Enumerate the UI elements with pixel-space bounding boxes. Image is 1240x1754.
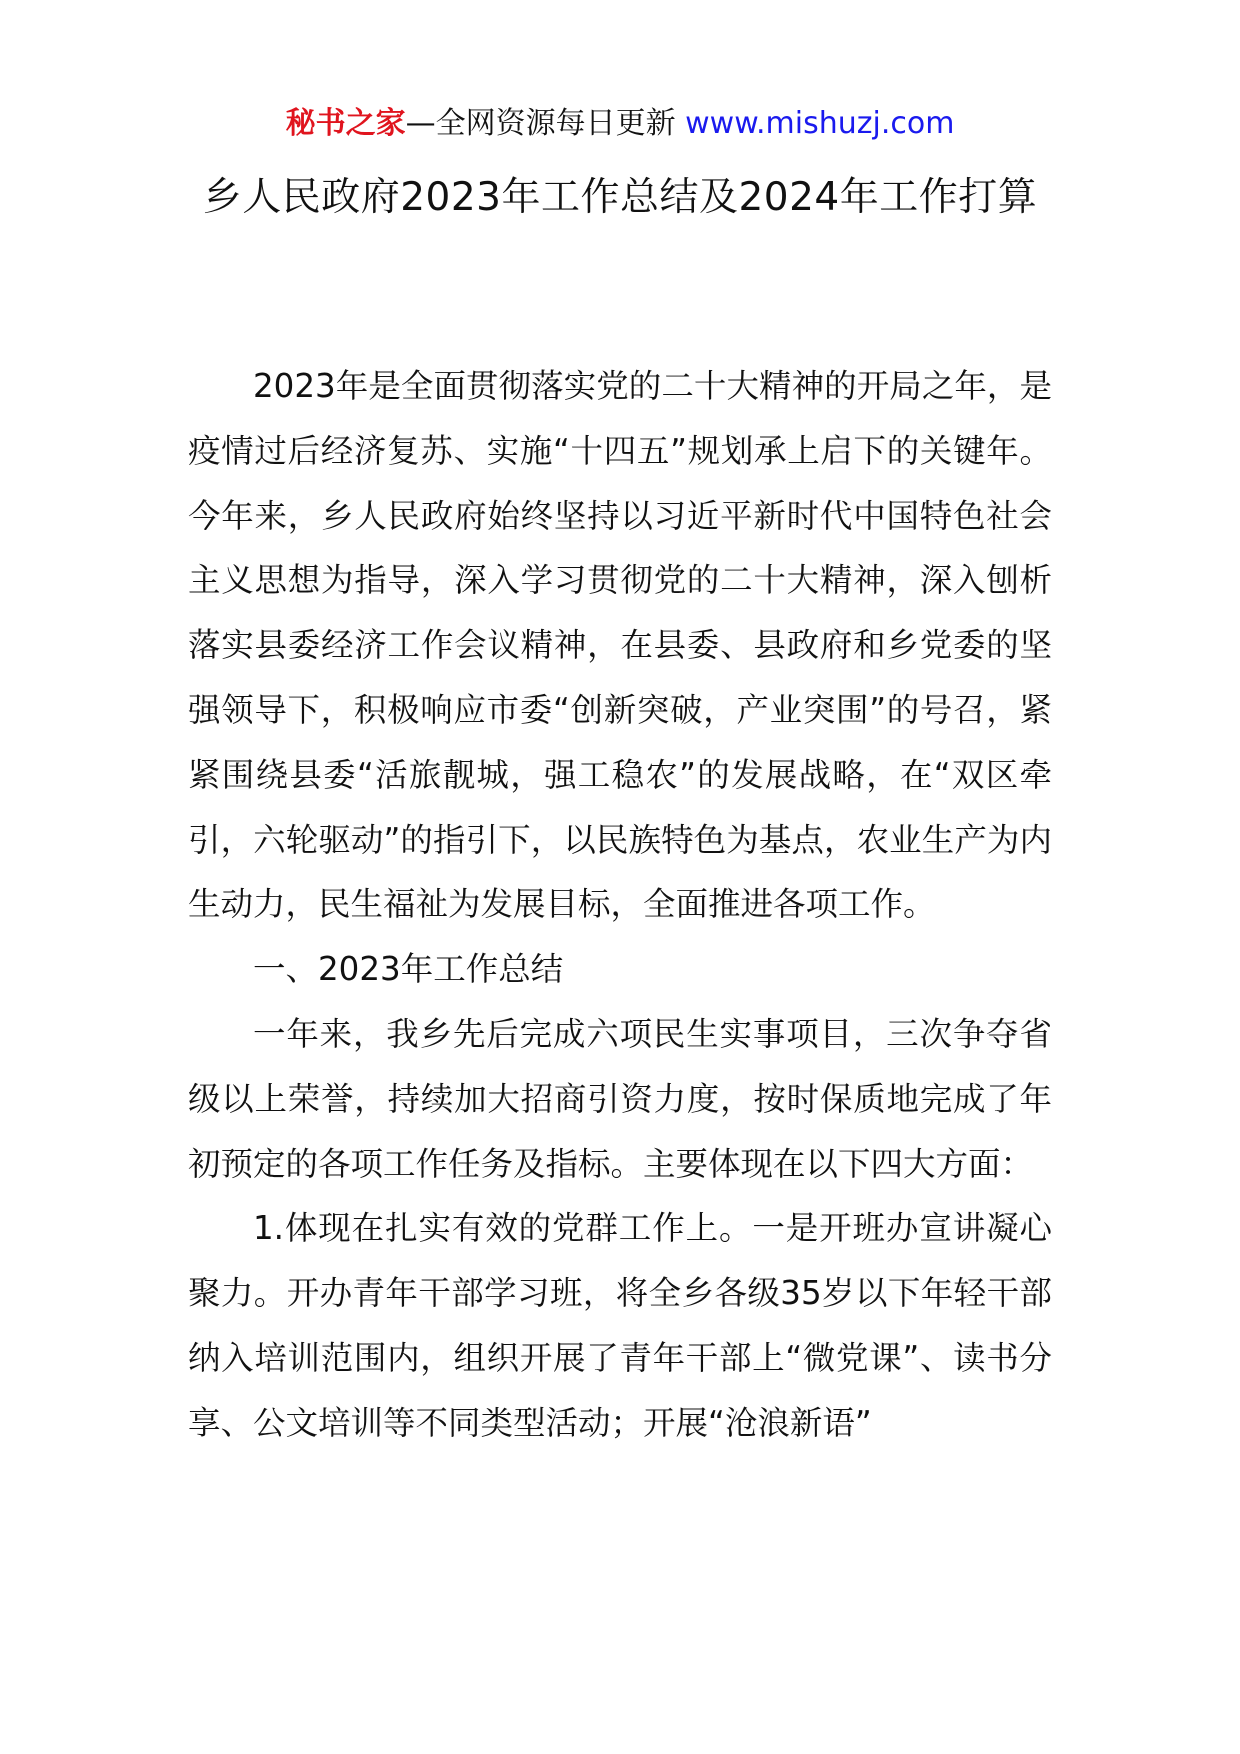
site-slogan: —全网资源每日更新 (405, 106, 676, 141)
site-header (0, 100, 1240, 148)
document-title: 乡人民政府2023年工作总结及2024年工作打算 (202, 175, 1038, 220)
paragraph-summary: 一年来，我乡先后完成六项民生实事项目，三次争夺省级以上荣誉，持续加大招商引资力度，按时保质地完成了年初预定的各项工作任务及指标。主要体现在以下四大方面： (188, 1014, 1052, 1183)
paragraph-intro: 2023年是全面贯彻落实党的二十大精神的开局之年，是疫情过后经济复苏、实施“十四五”规划承上启下的关键年。今年来，乡人民政府始终坚持以习近平新时代中国特色社会主义思想为指导，深入学习贯彻党的二十大精神，深入刨析落实县委经济工作会议精神，在县委、县政府和乡党委的坚强领导下，积极响应市委“创新突破，产业突围”的号召，紧紧围绕县委“活旅靓城，强工稳农”的发展战略，在“双区牵引，六轮驱动”的指引下，以民族特色为基点，农业生产为内生动力，民生福祉为发展目标，全面推进各项工作。 (188, 367, 1052, 924)
paragraph-item-1: 1.体现在扎实有效的党群工作上。一是开班办宣讲凝心聚力。开办青年干部学习班，将全乡各级35岁以下年轻干部纳入培训范围内，组织开展了青年干部上“微党课”、读书分享、公文培训等不同类型活动；开展“沧浪新语” (188, 1209, 1052, 1442)
document-body (188, 354, 1052, 1456)
brand-name: 秘书之家 (285, 106, 406, 141)
section-heading: 一、2023年工作总结 (253, 950, 564, 989)
site-url-link[interactable]: www.mishuzj.com (685, 106, 955, 141)
